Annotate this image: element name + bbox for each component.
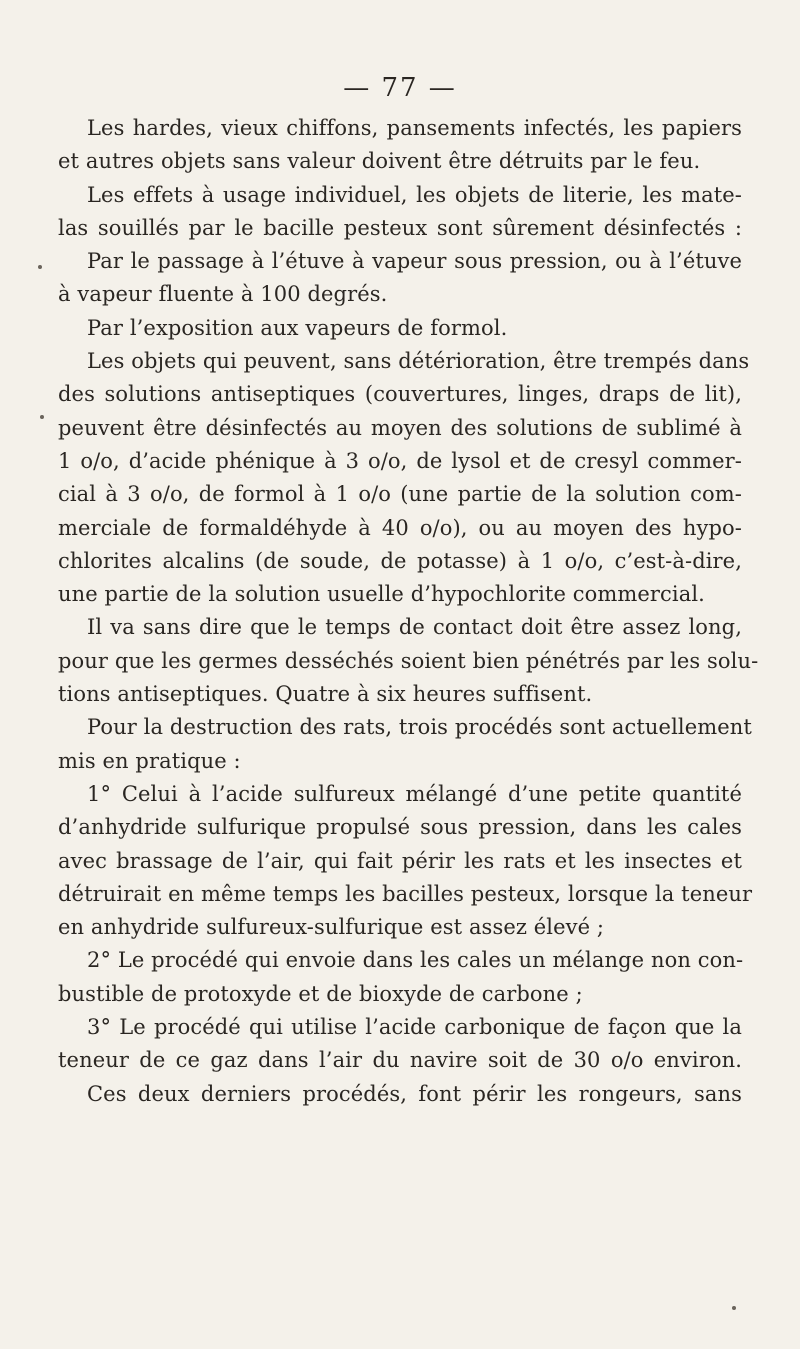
text-line: 1 o/o, d’acide phénique à 3 o/o, de lysol et de cresyl commer-: [58, 448, 742, 473]
text-line: des solutions antiseptiques (couvertures, linges, draps de lit),: [58, 382, 742, 407]
text-line: tions antiseptiques. Quatre à six heures suffisent.: [58, 682, 593, 707]
text-line: 1° Celui à l’acide sulfureux mélangé d’une petite quantité: [87, 781, 742, 806]
text-line: avec brassage de l’air, qui fait périr les rats et les insectes et: [58, 848, 742, 873]
text-line: Par l’exposition aux vapeurs de formol.: [87, 315, 508, 340]
text-line: mis en pratique :: [58, 748, 241, 773]
text-line: Les hardes, vieux chiffons, pansements infectés, les papiers: [87, 116, 742, 140]
text-line: Les objets qui peuvent, sans détérioration, être trempés dans: [87, 349, 750, 374]
text-line: 2° Le procédé qui envoie dans les cales un mélange non con-: [87, 948, 744, 973]
text-line: 3° Le procédé qui utilise l’acide carbonique de façon que la: [87, 1015, 742, 1040]
text-line: merciale de formaldéhyde à 40 o/o), ou au moyen des hypo-: [58, 515, 742, 540]
body-text: [58, 112, 759, 1111]
text-line: Les effets à usage individuel, les objets de literie, les mate-: [87, 182, 742, 207]
margin-speck: [732, 1306, 736, 1310]
text-line: à vapeur fluente à 100 degrés.: [58, 282, 388, 307]
text-line: teneur de ce gaz dans l’air du navire soit de 30 o/o environ.: [58, 1048, 742, 1073]
margin-speck: [38, 265, 42, 269]
text-line: las souillés par le bacille pesteux sont sûrement désinfectés :: [58, 215, 742, 240]
text-line: d’anhydride sulfurique propulsé sous pression, dans les cales: [58, 815, 742, 840]
text-line: Pour la destruction des rats, trois procédés sont actuellement: [87, 715, 752, 740]
text-line: cial à 3 o/o, de formol à 1 o/o (une partie de la solution com-: [58, 482, 742, 507]
page-number: — 77 —: [343, 73, 457, 103]
text-line: bustible de protoxyde et de bioxyde de carbone ;: [58, 981, 583, 1006]
text-line: pour que les germes desséchés soient bien pénétrés par les solu-: [58, 648, 759, 673]
text-line: détruirait en même temps les bacilles pesteux, lorsque la teneur: [58, 881, 753, 906]
text-line: en anhydride sulfureux-sulfurique est assez élevé ;: [58, 915, 605, 940]
text-line: Il va sans dire que le temps de contact doit être assez long,: [87, 615, 742, 640]
text-line: chlorites alcalins (de soude, de potasse) à 1 o/o, c’est-à-dire,: [58, 548, 742, 573]
text-line: peuvent être désinfectés au moyen des solutions de sublimé à: [58, 415, 742, 440]
text-line: Par le passage à l’étuve à vapeur sous pression, ou à l’étuve: [87, 249, 742, 274]
margin-speck: [40, 415, 44, 419]
text-line: une partie de la solution usuelle d’hypochlorite commercial.: [58, 582, 705, 607]
text-line: et autres objets sans valeur doivent être détruits par le feu.: [58, 149, 701, 174]
text-line: Ces deux derniers procédés, font périr les rongeurs, sans: [87, 1081, 742, 1106]
